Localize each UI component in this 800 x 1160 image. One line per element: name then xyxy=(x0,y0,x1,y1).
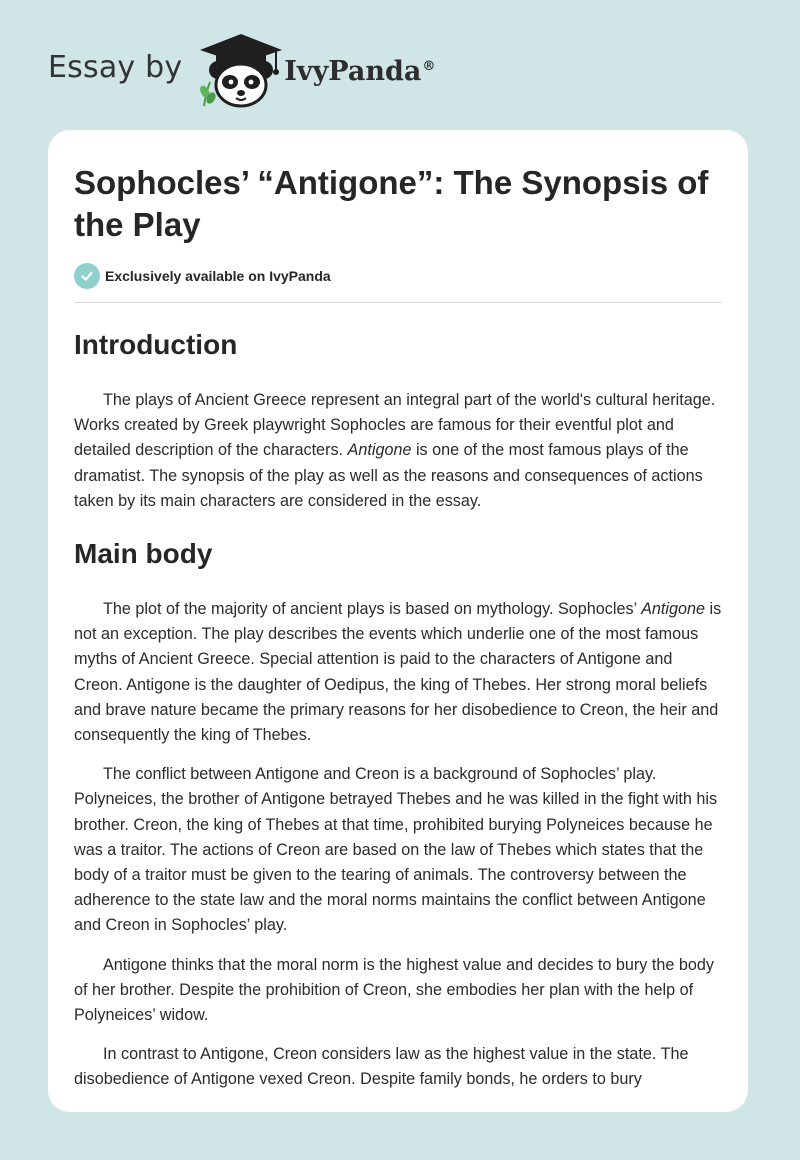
registered-mark: ® xyxy=(422,58,436,74)
section-heading-main-body: Main body xyxy=(74,538,213,570)
paragraph xyxy=(74,597,722,748)
exclusive-label: Exclusively available on IvyPanda xyxy=(105,268,331,284)
essay-title: Sophocles’ “Antigone”: The Synopsis of the Play xyxy=(74,164,709,243)
brand-name-text: IvyPanda xyxy=(284,55,422,87)
divider xyxy=(74,302,722,303)
paragraph-text: is one of the most famous plays of the dramatist. The synopsis of the play as well as the reasons and consequences of actions taken by its main characters are considered in the essay. xyxy=(74,441,703,510)
italic-title-text: Antigone xyxy=(347,441,412,460)
exclusive-badge xyxy=(74,263,722,289)
brand-prefix: Essay by xyxy=(48,49,183,85)
paragraph-text: Antigone thinks that the moral norm is the highest value and decides to bury the body of her brother. Despite the prohibition of Creon, she embodies her plan with the help of Polyneices’ widow. xyxy=(74,955,714,1025)
paragraph xyxy=(74,1042,722,1092)
paragraph-text: The plot of the majority of ancient plays is based on mythology. Sophocles’ xyxy=(103,600,642,619)
paragraph-text: is not an exception. The play describes the events which underlie one of the most famous myths of Ancient Greece. Special attention is paid to the characters of Antigone and Creon. Antigone is the daughter of Oedipus, the king of Thebes. Her strong moral beliefs and brave nature became the primary reasons for her disobedience to Creon, the heir and consequently the king of Thebes. xyxy=(74,600,722,745)
essay-content xyxy=(48,130,748,1093)
paragraph xyxy=(74,388,722,514)
brand-name xyxy=(284,56,435,87)
section-heading-introduction: Introduction xyxy=(74,329,238,360)
site-brand[interactable] xyxy=(48,30,435,110)
essay-card xyxy=(48,130,748,1112)
panda-logo-icon xyxy=(196,30,286,110)
italic-title-text: Antigone xyxy=(641,600,705,619)
paragraph-text: In contrast to Antigone, Creon considers law as the highest value in the state. The disobedience of Antigone vexed Creon. Despite family bonds, he orders to bury xyxy=(74,1045,689,1089)
paragraph xyxy=(74,762,722,938)
paragraph xyxy=(74,953,722,1029)
paragraph-text: The plays of Ancient Greece represent an integral part of the world's cultural heritage. Works created by Greek playwright Sophocles are famous for their eventful plot and detailed description of the characters. xyxy=(74,391,716,460)
paragraph-text: The conflict between Antigone and Creon is a background of Sophocles’ play. Polyneices, the brother of Antigone betrayed Thebes and he was killed in the fight with his brother. Creon, the king of Thebes at that time, prohibited burying Polyneices because he was a traitor. The actions of Creon are based on the law of Thebes which states that the body of a traitor must be given to the tearing of animals. The controversy between the adherence to the state law and the moral norms maintains the conflict between Antigone and Creon in Sophocles’ play. xyxy=(74,765,718,935)
check-icon xyxy=(74,263,100,289)
